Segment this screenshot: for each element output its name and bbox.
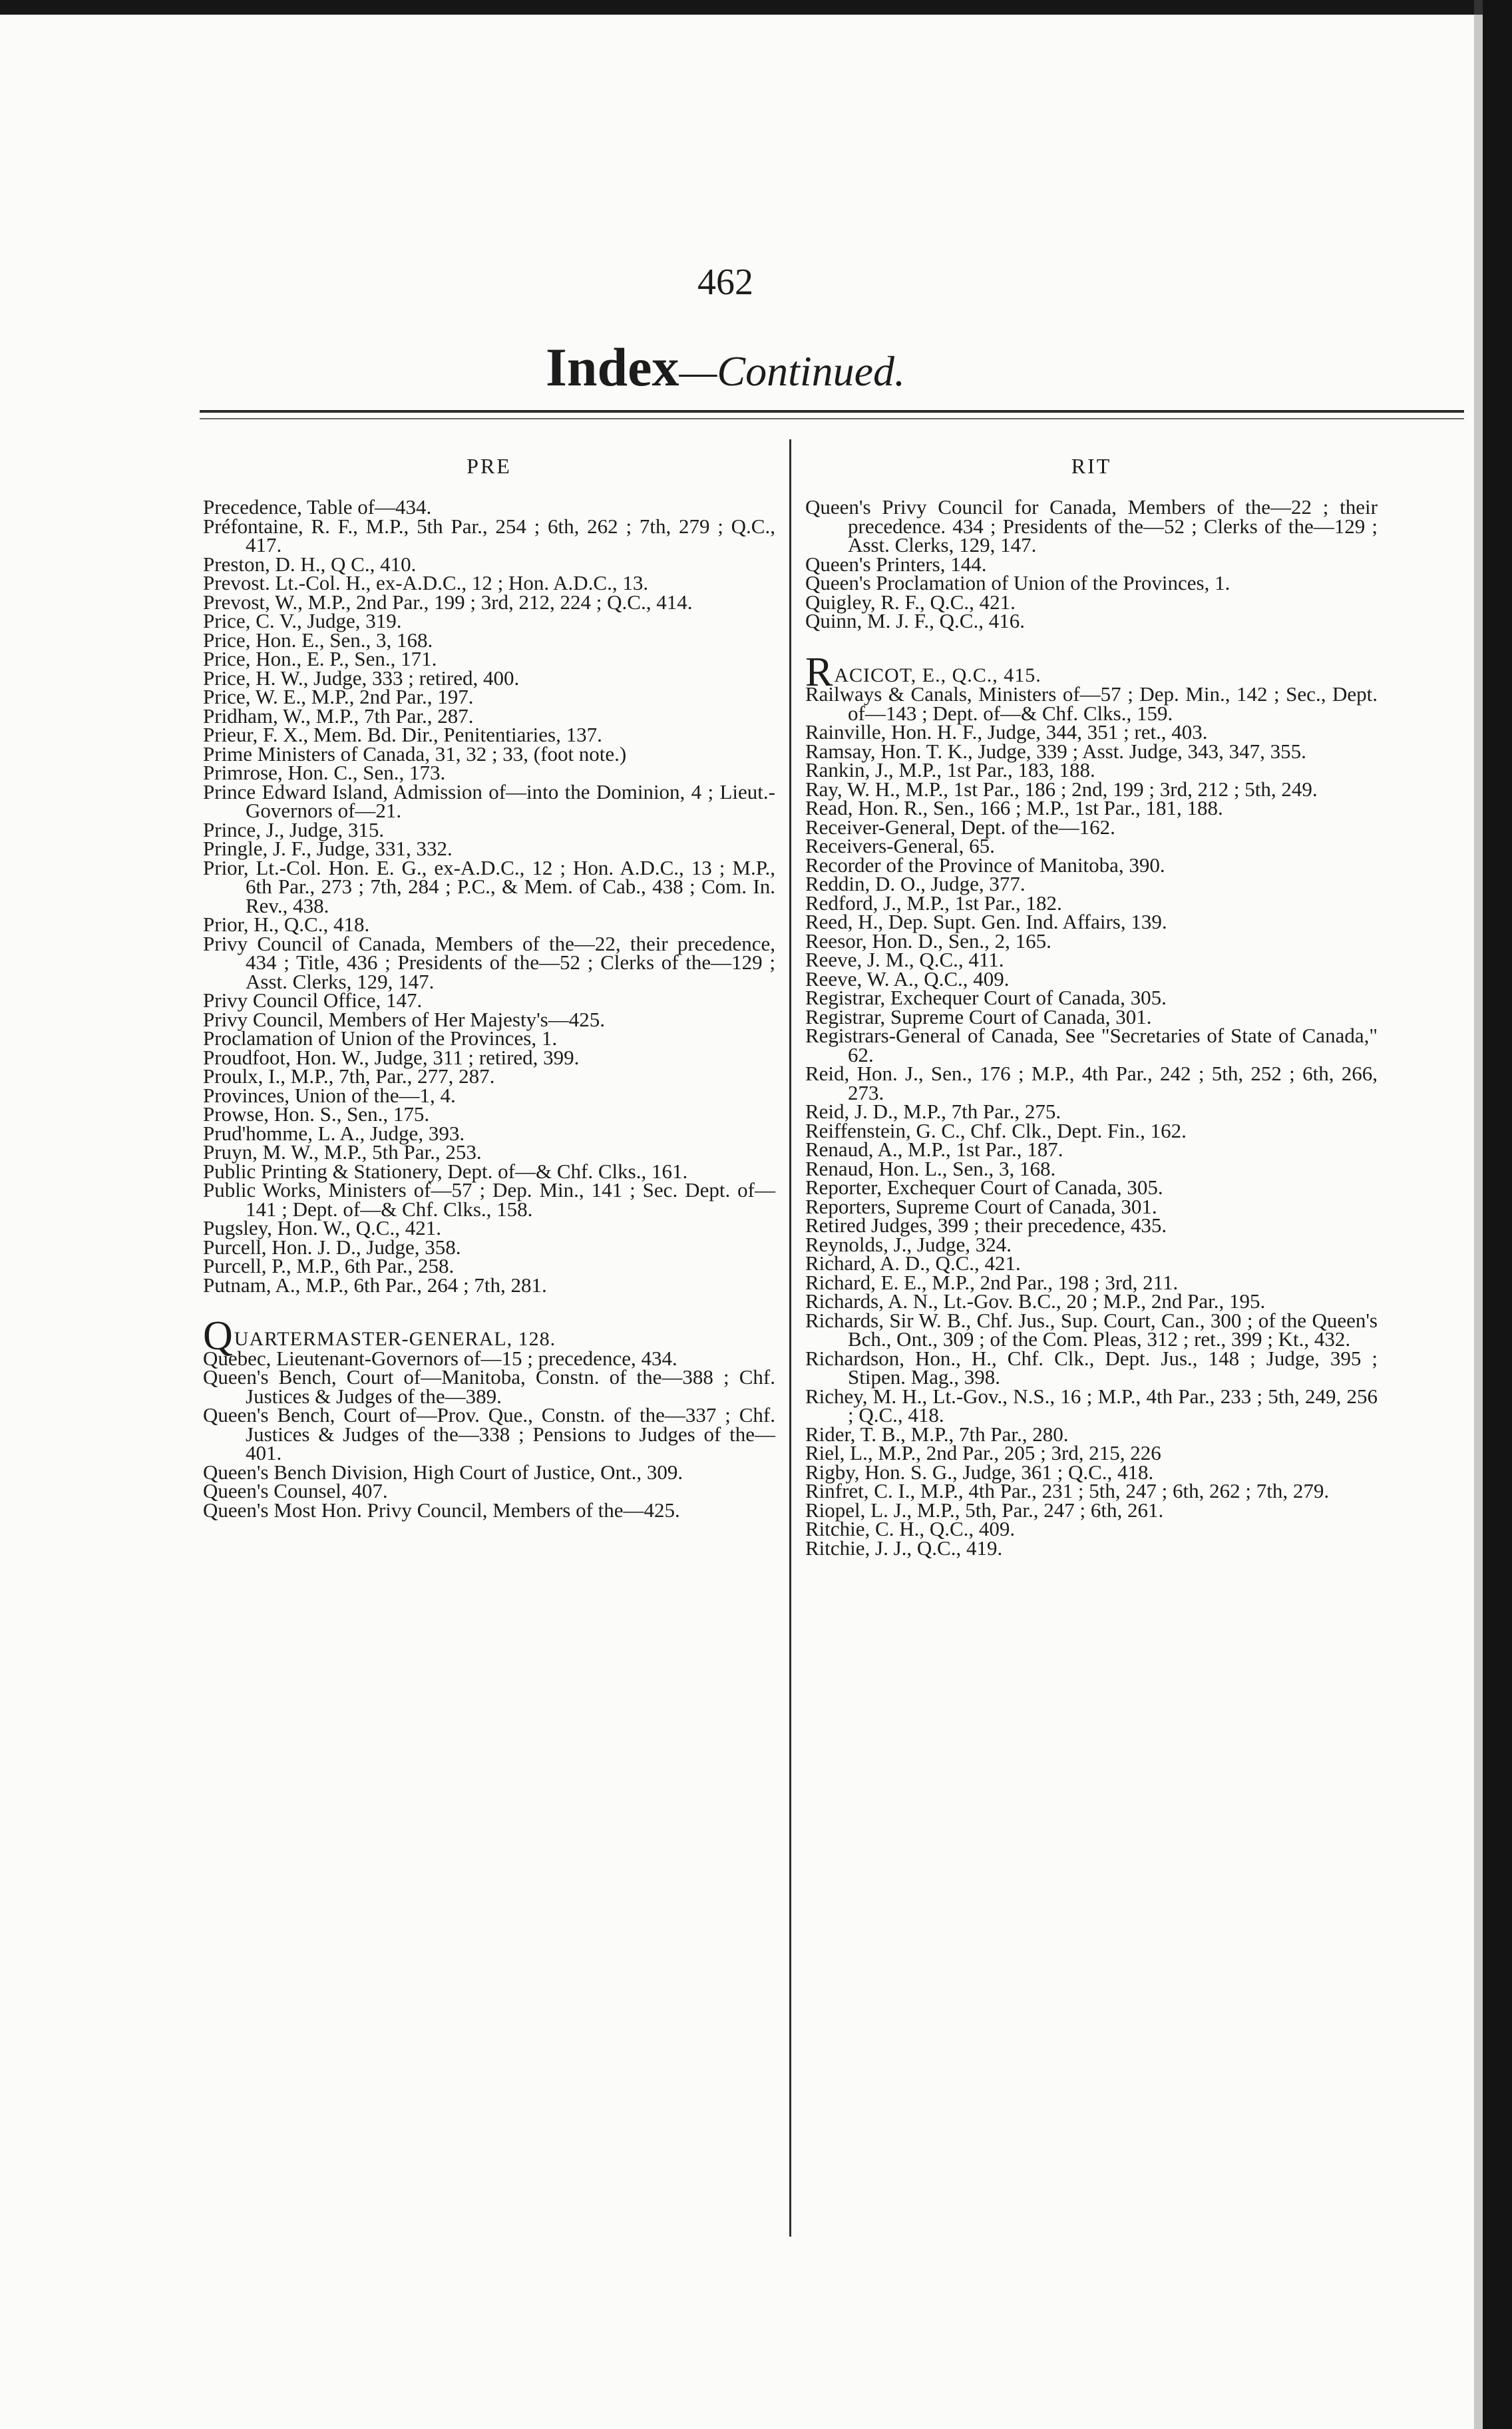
index-entry: Read, Hon. R., Sen., 166 ; M.P., 1st Par., 181, 188. [805,796,1223,819]
q-entries-list [203,1346,775,1522]
dropcap-r: R [805,649,833,695]
index-entry: Queen's Printers, 144. [805,552,987,576]
title-continued: —Continued. [679,347,906,395]
header-rule [200,410,1464,413]
index-entry: Prime Ministers of Canada, 31, 32 ; 33, (foot note.) [203,742,627,766]
index-entry: Reeve, W. A., Q.C., 409. [805,967,1010,991]
index-entry: Proudfoot, Hon. W., Judge, 311 ; retired, 399. [203,1045,580,1069]
right-column [805,495,1378,1560]
scan-right-border [1483,0,1512,2429]
index-entry: Reed, H., Dep. Supt. Gen. Ind. Affairs, 139. [805,910,1167,933]
index-entry: Provinces, Union of the—1, 4. [203,1083,456,1107]
header-rule-thin [200,418,1464,419]
index-entry: Prior, H., Q.C., 418. [203,913,370,936]
index-entry: Queen's Most Hon. Privy Council, Members of the—425. [203,1498,680,1522]
index-entry: Prud'homme, L. A., Judge, 393. [203,1121,465,1145]
index-entry: Public Printing & Stationery, Dept. of—& Chf. Clks., 161. [203,1159,688,1183]
index-entry: Reporters, Supreme Court of Canada, 301. [805,1194,1157,1218]
index-entry: Prevost. Lt.-Col. H., ex-A.D.C., 12 ; Hon. A.D.C., 13. [203,571,649,594]
index-entry: Quigley, R. F., Q.C., 421. [805,590,1016,614]
index-entry: Redford, J., M.P., 1st Par., 182. [805,891,1062,915]
index-entry: Preston, D. H., Q C., 410. [203,552,417,576]
dropcap-q: Q [203,1313,233,1359]
index-entry: Quinn, M. J. F., Q.C., 416. [805,609,1025,632]
left-entries-list [203,495,775,1297]
index-entry: Receivers-General, 65. [805,834,995,857]
scan-top-border [0,0,1512,15]
index-entry: Prince, J., Judge, 315. [203,817,385,841]
index-entry: Price, C. V., Judge, 319. [203,609,402,632]
index-entry: Registrar, Exchequer Court of Canada, 305. [805,986,1167,1009]
page-number: 462 [697,262,753,303]
index-entry: Reid, Hon. J., Sen., 176 ; M.P., 4th Par., 242 ; 5th, 252 ; 6th, 266, 273. [805,1062,1378,1104]
index-entry: Reporter, Exchequer Court of Canada, 305. [805,1176,1163,1199]
index-entry: Rainville, Hon. H. F., Judge, 344, 351 ; ret., 403. [805,720,1208,744]
index-entry: Putnam, A., M.P., 6th Par., 264 ; 7th, 281. [203,1273,547,1297]
index-entry: Queen's Bench, Court of—Manitoba, Constn. of the—388 ; Chf. Justices & Judges of the—389. [203,1365,775,1408]
index-entry: Pruyn, M. W., M.P., 5th Par., 253. [203,1140,482,1164]
index-entry: Richards, Sir W. B., Chf. Jus., Sup. Court, Can., 300 ; of the Queen's Bch., Ont., 309 ; of the Com. Pleas, 312 ; ret., 399 ; Kt., 432. [805,1308,1378,1351]
right-q-entries-list [805,495,1378,632]
index-entry: Price, Hon., E. P., Sen., 171. [203,647,437,670]
index-entry: Pridham, W., M.P., 7th Par., 287. [203,704,474,728]
index-entry: Ramsay, Hon. T. K., Judge, 339 ; Asst. Judge, 343, 347, 355. [805,739,1306,763]
index-entry: Reeve, J. M., Q.C., 411. [805,948,1004,971]
index-entry: Quebec, Lieutenant-Governors of—15 ; precedence, 434. [203,1346,677,1370]
index-entry: Queen's Bench Division, High Court of Justice, Ont., 309. [203,1460,683,1484]
index-entry: Ray, W. H., M.P., 1st Par., 186 ; 2nd, 199 ; 3rd, 212 ; 5th, 249. [805,777,1318,801]
index-entry: Precedence, Table of—434. [203,495,432,519]
index-entry: Registrars-General of Canada, See "Secretaries of State of Canada," 62. [805,1024,1378,1066]
index-entry: Privy Council, Members of Her Majesty's—425. [203,1007,605,1031]
index-entry: Richardson, Hon., H., Chf. Clk., Dept. Jus., 148 ; Judge, 395 ; Stipen. Mag., 398. [805,1346,1378,1389]
index-entry: Préfontaine, R. F., M.P., 5th Par., 254 ; 6th, 262 ; 7th, 279 ; Q.C., 417. [203,514,775,556]
index-entry: Prieur, F. X., Mem. Bd. Dir., Penitentiaries, 137. [203,723,602,746]
index-entry: Queen's Bench, Court of—Prov. Que., Constn. of the—337 ; Chf. Justices & Judges of the—338 ; Pensions to Judges of the—401. [203,1403,775,1464]
index-entry: Proulx, I., M.P., 7th, Par., 277, 287. [203,1064,495,1088]
left-column [203,495,775,1522]
index-entry: Renaud, A., M.P., 1st Par., 187. [805,1138,1063,1161]
index-entry: Purcell, P., M.P., 6th Par., 258. [203,1254,455,1277]
index-entry: Public Works, Ministers of—57 ; Dep. Min., 141 ; Sec. Dept. of—141 ; Dept. of—& Chf. Clks., 158. [203,1178,775,1221]
index-entry: Rider, T. B., M.P., 7th Par., 280. [805,1422,1069,1446]
title-main: Index [545,337,679,397]
index-entry: Rigby, Hon. S. G., Judge, 361 ; Q.C., 418. [805,1460,1154,1484]
index-entry: Pringle, J. F., Judge, 331, 332. [203,837,453,860]
index-entry: Queen's Privy Council for Canada, Members of the—22 ; their precedence. 434 ; Presidents of the—52 ; Clerks of the—129 ; Asst. Clerks, 129, 147. [805,495,1378,556]
index-entry: Richards, A. N., Lt.-Gov. B.C., 20 ; M.P., 2nd Par., 195. [805,1289,1266,1313]
index-entry: Reddin, D. O., Judge, 377. [805,872,1026,895]
index-entry: Ritchie, J. J., Q.C., 419. [805,1536,1003,1560]
section-spacer [805,631,1378,663]
index-entry: Riel, L., M.P., 2nd Par., 205 ; 3rd, 215, 226 [805,1441,1161,1464]
left-column-header: PRE [467,454,512,478]
index-entry: Rinfret, C. I., M.P., 4th Par., 231 ; 5th, 247 ; 6th, 262 ; 7th, 279. [805,1479,1330,1502]
index-entry: Prince Edward Island, Admission of—into the Dominion, 4 ; Lieut.-Governors of—21. [203,779,775,822]
index-entry: Reid, J. D., M.P., 7th Par., 275. [805,1100,1061,1123]
index-entry: Price, W. E., M.P., 2nd Par., 197. [203,685,474,708]
right-column-header: RIT [1071,454,1112,478]
index-entry: Price, Hon. E., Sen., 3, 168. [203,628,433,652]
index-entry: Privy Council of Canada, Members of the—22, their precedence, 434 ; Title, 436 ; Presidents of the—52 ; Clerks of the—129 ; Asst. Clerks, 129, 147. [203,931,775,993]
index-entry: Richard, E. E., M.P., 2nd Par., 198 ; 3rd, 211. [805,1270,1179,1294]
index-entry: Prevost, W., M.P., 2nd Par., 199 ; 3rd, 212, 224 ; Q.C., 414. [203,590,693,614]
index-entry: Reynolds, J., Judge, 324. [805,1232,1012,1256]
index-entry: Ritchie, C. H., Q.C., 409. [805,1517,1016,1540]
index-entry: Pugsley, Hon. W., Q.C., 421. [203,1216,441,1239]
index-entry: Recorder of the Province of Manitoba, 390. [805,853,1165,877]
index-entry: Rankin, J., M.P., 1st Par., 183, 188. [805,758,1095,781]
section-head-r-text: ACICOT, E., Q.C., 415. [834,664,1041,686]
index-entry: Retired Judges, 399 ; their precedence, 435. [805,1214,1167,1237]
scan-edge-shadow [1474,0,1483,2429]
index-entry: Proclamation of Union of the Provinces, 1. [203,1026,558,1050]
index-entry: Railways & Canals, Ministers of—57 ; Dep. Min., 142 ; Sec., Dept. of—143 ; Dept. of—& Chf. Clks., 159. [805,682,1378,725]
index-entry: Renaud, Hon. L., Sen., 3, 168. [805,1156,1056,1180]
index-entry: Queen's Counsel, 407. [203,1479,388,1502]
index-entry: Privy Council Office, 147. [203,989,423,1012]
index-entry: Richard, A. D., Q.C., 421. [805,1251,1021,1275]
index-entry: Registrar, Supreme Court of Canada, 301. [805,1004,1152,1028]
index-entry: Prowse, Hon. S., Sen., 175. [203,1102,430,1126]
index-entry: Purcell, Hon. J. D., Judge, 358. [203,1235,461,1259]
index-entry: Riopel, L. J., M.P., 5th, Par., 247 ; 6th, 261. [805,1498,1164,1522]
index-entry: Primrose, Hon. C., Sen., 173. [203,761,446,784]
index-entry: Receiver-General, Dept. of the—162. [805,815,1115,839]
r-entries-list [805,682,1378,1560]
section-head-q-text: UARTERMASTER-GENERAL, 128. [234,1328,556,1350]
index-entry: Prior, Lt.-Col. Hon. E. G., ex-A.D.C., 12 ; Hon. A.D.C., 13 ; M.P., 6th Par., 273 ; 7th, 284 ; P.C., & Mem. of Cab., 438 ; Com. In. Rev., 438. [203,855,775,917]
section-head-r [805,649,1378,695]
page-title [0,336,1451,399]
index-entry: Reiffenstein, G. C., Chf. Clk., Dept. Fin., 162. [805,1118,1187,1142]
index-entry: Richey, M. H., Lt.-Gov., N.S., 16 ; M.P., 4th Par., 233 ; 5th, 249, 256 ; Q.C., 418. [805,1384,1378,1427]
index-entry: Price, H. W., Judge, 333 ; retired, 400. [203,666,520,690]
column-divider [789,439,791,2237]
index-entry: Reesor, Hon. D., Sen., 2, 165. [805,929,1051,953]
section-spacer [203,1295,775,1327]
index-entry: Queen's Proclamation of Union of the Provinces, 1. [805,571,1230,594]
